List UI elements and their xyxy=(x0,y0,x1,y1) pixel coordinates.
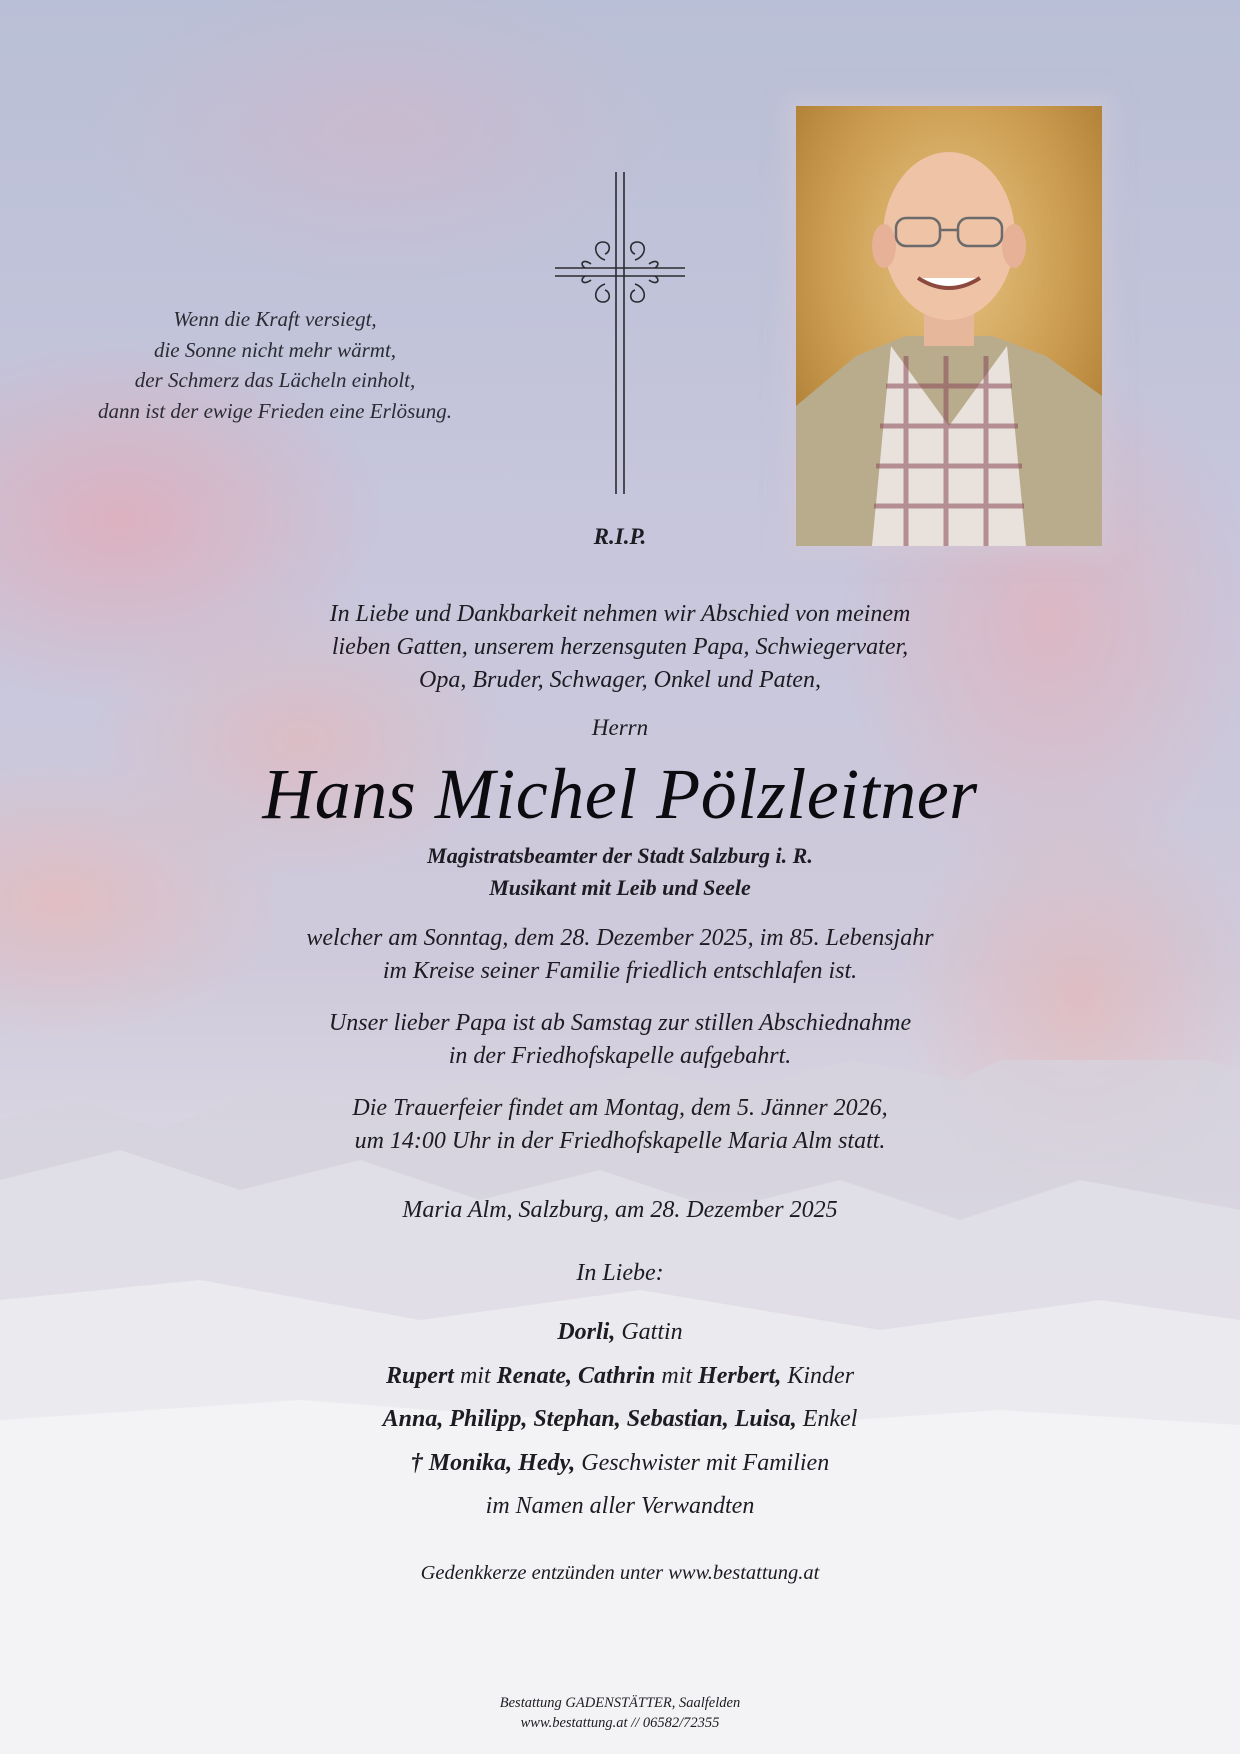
funeral-line: Die Trauerfeier findet am Montag, dem 5. Jänner 2026, xyxy=(352,1095,888,1121)
mourner-line xyxy=(0,1355,1240,1399)
mourner-line: im Namen aller Verwandten xyxy=(485,1493,755,1519)
in-love-heading: In Liebe: xyxy=(576,1260,664,1286)
intro-line: Opa, Bruder, Schwager, Onkel und Paten, xyxy=(419,667,821,693)
mourner-names: Rupert xyxy=(385,1362,454,1389)
deceased-name: Hans Michel Pölzleitner xyxy=(262,754,978,834)
mourner-connector: mit xyxy=(661,1362,693,1389)
funeral-line: um 14:00 Uhr in der Friedhofskapelle Maria Alm statt. xyxy=(354,1128,886,1154)
viewing-notice xyxy=(0,1007,1240,1073)
intro-text xyxy=(0,598,1240,697)
death-notice-line: im Kreise seiner Familie friedlich entschlafen ist. xyxy=(382,958,858,984)
deceased-titles xyxy=(0,840,1240,904)
viewing-line: Unser lieber Papa ist ab Samstag zur stillen Abschiednahme xyxy=(328,1010,912,1036)
portrait-photo xyxy=(796,106,1102,546)
intro-line: lieben Gatten, unserem herzensguten Papa, Schwiegervater, xyxy=(331,634,909,660)
place-date: Maria Alm, Salzburg, am 28. Dezember 2025 xyxy=(402,1197,838,1223)
rip-label: R.I.P. xyxy=(593,524,647,549)
mourners-list xyxy=(0,1311,1240,1529)
poem xyxy=(40,304,510,426)
poem-line: die Sonne nicht mehr wärmt, xyxy=(153,337,397,362)
mourner-relation: Gattin xyxy=(621,1319,683,1345)
poem-line: Wenn die Kraft versiegt, xyxy=(173,307,377,331)
mourner-line xyxy=(0,1398,1240,1442)
death-notice xyxy=(0,922,1240,988)
poem-line: dann ist der ewige Frieden eine Erlösung. xyxy=(97,398,453,423)
mourner-line xyxy=(0,1311,1240,1355)
title-line: Musikant mit Leib und Seele xyxy=(489,875,751,900)
mourner-connector: mit xyxy=(459,1362,491,1389)
mourner-relation: Kinder xyxy=(787,1362,855,1389)
mourner-relation: Geschwister mit Familien xyxy=(581,1449,830,1476)
footer-contact: www.bestattung.at // 06582/72355 xyxy=(520,1715,720,1731)
viewing-line: in der Friedhofskapelle aufgebahrt. xyxy=(448,1043,792,1069)
mourner-names: † Monika, Hedy, xyxy=(410,1449,576,1476)
mourner-relation: Enkel xyxy=(802,1406,858,1432)
poem-line: der Schmerz das Lächeln einholt, xyxy=(134,368,416,392)
mourner-line xyxy=(0,1442,1240,1486)
footer xyxy=(0,1693,1240,1733)
intro-line: In Liebe und Dankbarkeit nehmen wir Abschied von meinem xyxy=(329,601,911,627)
candle-note: Gedenkkerze entzünden unter www.bestattung.at xyxy=(420,1562,820,1584)
title-line: Magistratsbeamter der Stadt Salzburg i. R. xyxy=(427,843,813,868)
mourner-names: Herbert, xyxy=(698,1362,782,1389)
mourner-names: Dorli, xyxy=(557,1319,616,1345)
salutation: Herrn xyxy=(591,715,649,740)
footer-company: Bestattung GADENSTÄTTER, Saalfelden xyxy=(499,1695,741,1711)
mourner-names: Anna, Philipp, Stephan, Sebastian, Luisa, xyxy=(382,1406,797,1432)
death-notice-line: welcher am Sonntag, dem 28. Dezember 2025, im 85. Lebensjahr xyxy=(306,925,934,951)
funeral-notice xyxy=(0,1092,1240,1158)
mourner-names: Renate, Cathrin xyxy=(496,1362,656,1389)
ornamental-cross-icon xyxy=(553,170,687,496)
